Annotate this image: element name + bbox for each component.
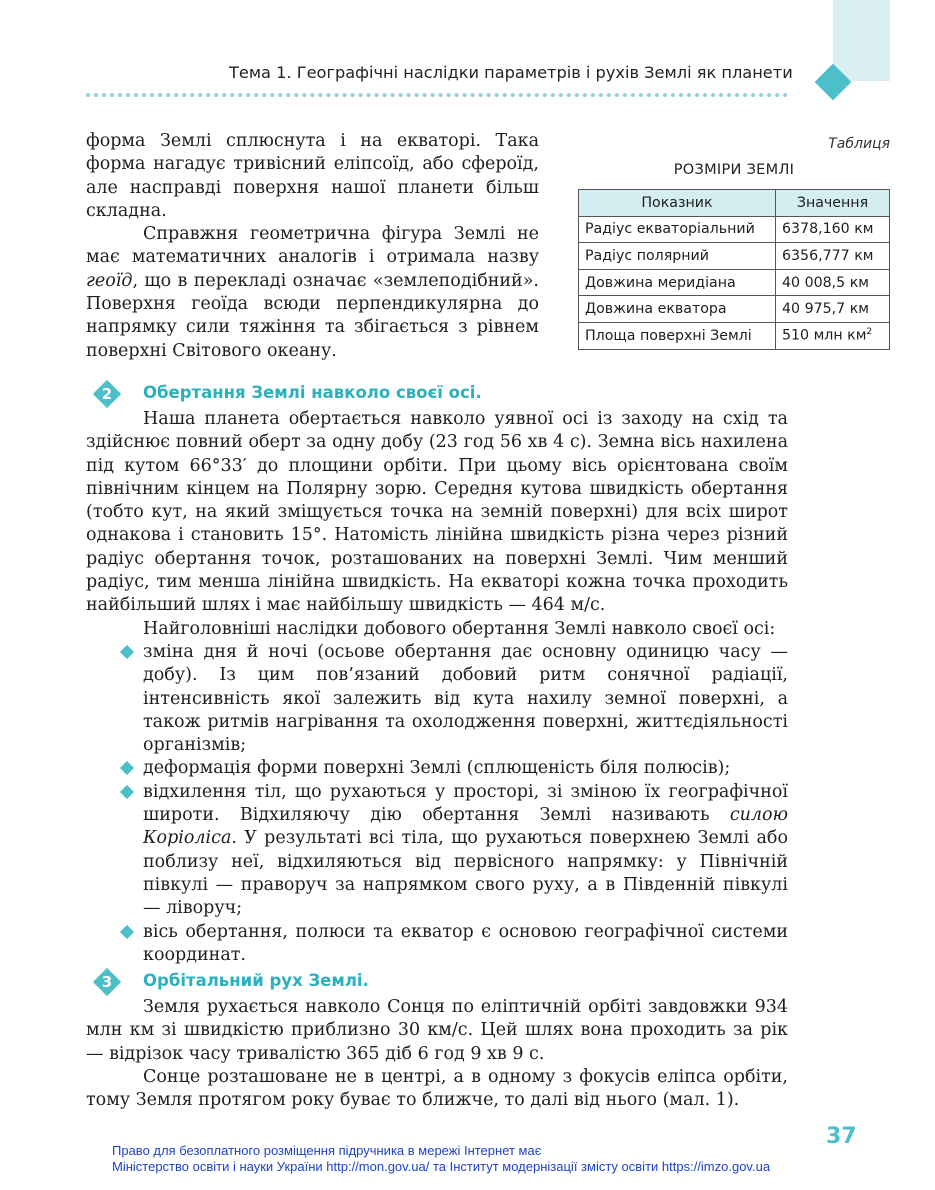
paragraph-earth-shape: форма Землі сплюснута і на екваторі. Така форма нагадує тривісний еліпсоїд, або сфероїд, але насправді поверхня нашої планети більш складна.	[86, 131, 539, 221]
section-title: Обертання Землі навколо своєї осі.	[143, 383, 482, 402]
section-2-badge	[95, 382, 119, 406]
geoid-text-before: Справжня геометрична фігура Землі не має математичних аналогів і отримала назву	[86, 224, 539, 268]
table-row	[579, 216, 890, 243]
section-title: Орбітальний рух Землі.	[143, 971, 369, 990]
list-item	[86, 781, 788, 921]
page-number: 37	[826, 1124, 857, 1149]
section-2-heading	[95, 382, 795, 410]
earth-dimensions-table-block	[578, 136, 890, 350]
list-item	[86, 757, 788, 780]
paragraph-geoid	[86, 223, 539, 363]
list-item-text: . У результаті всі тіла, що рухаються поверхнею Землі або поблизу неї, відхиляються від первісного напрямку: у Північній півкулі — праворуч за напрямком свого руху, а в Південній півкулі — ліворуч;	[143, 828, 788, 919]
table-header-indicator: Показник	[579, 190, 776, 217]
table-cell: Довжина меридіана	[579, 269, 776, 296]
paragraph-consequences-intro: Найголовніші наслідки добового обертання Землі навколо своєї осі:	[143, 618, 776, 639]
section-3-body	[86, 996, 788, 1112]
section-2-body	[86, 408, 788, 967]
list-item-text: деформація форми поверхні Землі (сплющеність біля полюсів);	[143, 758, 731, 779]
consequences-list	[86, 641, 788, 967]
table-row	[579, 322, 890, 349]
footer-line-2: Міністерство освіти і науки України http://mon.gov.ua/ та Інститут модернізації змісту освіти https://imzo.gov.ua	[112, 1159, 771, 1174]
list-item	[86, 921, 788, 968]
diamond-bullet-icon	[120, 785, 134, 799]
table-header-row	[579, 190, 890, 217]
table-cell: 40 008,5 км	[776, 269, 890, 296]
table-cell: 40 975,7 км	[776, 296, 890, 323]
table-cell: Площа поверхні Землі	[579, 322, 776, 349]
area-superscript: 2	[866, 327, 873, 338]
footer-line-1: Право для безоплатного розміщення підручника в мережі Інтернет має	[112, 1143, 542, 1158]
list-item-text: вісь обертання, полюси та екватор є основою географічної системи координат.	[143, 921, 788, 965]
table-row	[579, 243, 890, 270]
list-item-text: відхилення тіл, що рухаються у просторі, зі зміною їх географічної широти. Відхиляючу дію обертання Землі називають	[143, 781, 788, 826]
table-cell: Довжина екватора	[579, 296, 776, 323]
running-header-title: Тема 1. Географічні наслідки параметрів і рухів Землі як планети	[229, 63, 793, 82]
list-item-text: зміна дня й ночі (осьове обертання дає основну одиницю часу — добу). Із цим пов’язаний добовий ритм сонячної радіації, інтенсивність якої залежить від кута нахилу земної поверхні, а також ритмів нагрівання та охолодження поверхні, життєдіяльності організмів;	[143, 641, 788, 756]
section-3-heading	[95, 970, 795, 998]
footer-notice	[112, 1143, 770, 1175]
paragraph-sun-focus: Сонце розташоване не в центрі, а в одному з фокусів еліпса орбіти, тому Земля протягом року буває то ближче, то далі від нього (мал. 1).	[86, 1066, 788, 1111]
coriolis-term: силою Коріоліса	[143, 805, 788, 849]
diamond-bullet-icon	[120, 924, 134, 938]
geoid-text-after: , що в перекладі означає «землеподібний». Поверхня геоїда всюди перпендикулярна до напрямку сили тяжіння та збігається з рівнем поверхні Світового океану.	[86, 270, 539, 361]
table-cell: Радіус екваторіальний	[579, 216, 776, 243]
table-cell: 6378,160 км	[776, 216, 890, 243]
paragraph-rotation: Наша планета обертається навколо уявної осі із заходу на схід та здійснює повний оберт за одну добу (23 год 56 хв 4 с). Земна вісь нахилена під кутом 66°33′ до площини орбіти. При цьому вісь орієнтована своїм північним кінцем на Полярну зорю. Середня кутова швидкість обертання (тобто кут, на який зміщується точка на земній поверхні) для всіх широт однакова і становить 15°. Натомість лінійна швидкість різна через різний радіус обертання точок, розташованих на поверхні Землі. Чим менший радіус, тим менша лінійна швидкість. На екваторі кожна точка проходить найбільший шлях і має найбільшу швидкість — 464 м/с.	[86, 409, 788, 616]
header-dotted-rule	[86, 93, 788, 97]
area-value: 510 млн км	[782, 328, 867, 345]
table-cell: 6356,777 км	[776, 243, 890, 270]
table-title: РОЗМІРИ ЗЕМЛІ	[673, 162, 795, 178]
table-row	[579, 296, 890, 323]
table-cell-area	[776, 322, 890, 349]
list-item	[86, 641, 788, 757]
earth-dimensions-table	[578, 189, 890, 350]
section-3-badge	[95, 970, 119, 994]
paragraph-orbit: Земля рухається навколо Сонця по еліптичній орбіті завдовжки 934 млн км зі швидкістю приблизно 30 км/с. Цей шлях вона проходить за рік — відрізок часу тривалістю 365 діб 6 год 9 хв 9 с.	[86, 997, 788, 1064]
section-number: 3	[101, 973, 113, 991]
diamond-bullet-icon	[120, 761, 134, 775]
table-cell: Радіус полярний	[579, 243, 776, 270]
table-header-value: Значення	[776, 190, 890, 217]
corner-tab-decoration	[833, 0, 890, 81]
geoid-term: геоїд	[86, 270, 133, 291]
diamond-bullet-icon	[120, 645, 134, 659]
table-label: Таблиця	[828, 136, 890, 152]
table-row	[579, 269, 890, 296]
section-number: 2	[101, 385, 113, 403]
left-text-column	[86, 130, 539, 363]
